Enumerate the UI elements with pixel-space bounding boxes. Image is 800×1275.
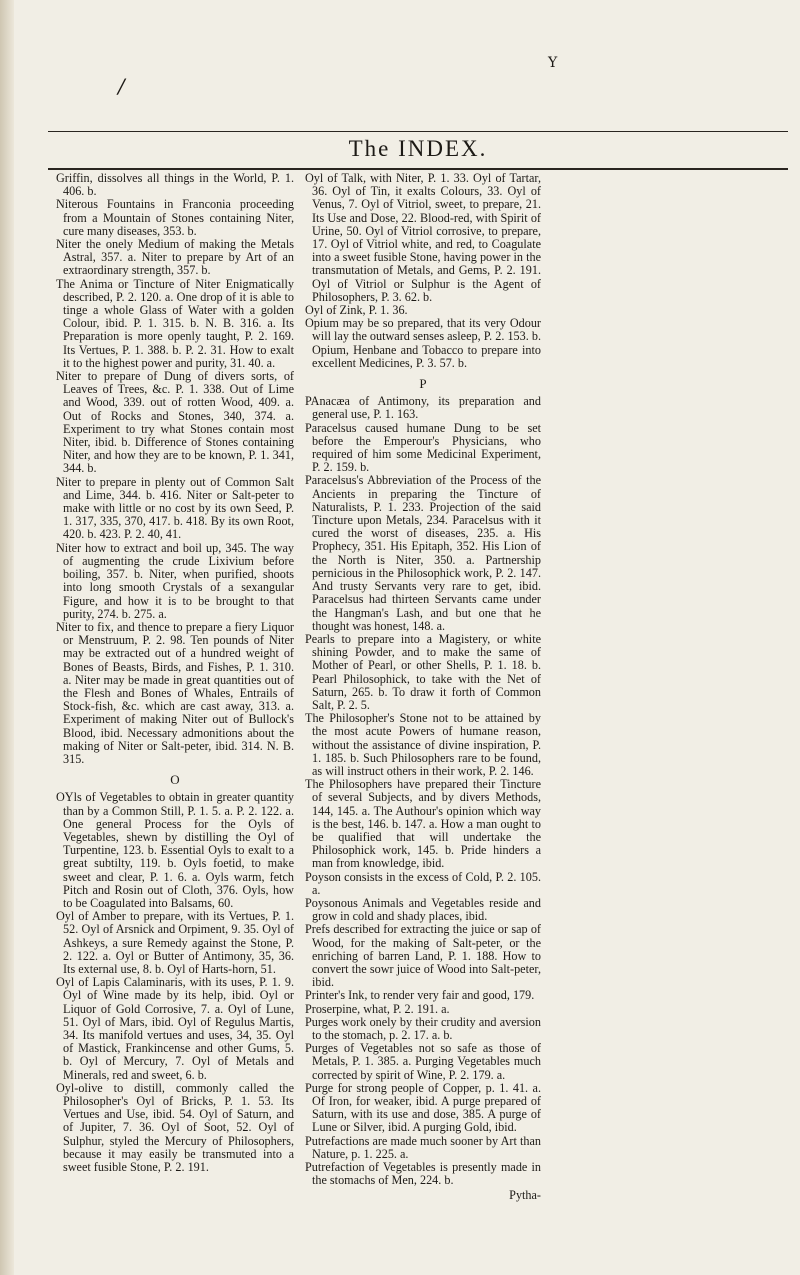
right-column bbox=[305, 172, 541, 1203]
index-entry: PAnacæa of Antimony, its preparation and general use, P. 1. 163. bbox=[305, 394, 541, 422]
index-entry: The Philosopher's Stone not to be attained by the most acute Powers of humane reason, without the assistance of divine inspiration, P. 1. 185. b. Such Philosophers rare to be found, as will instruct others in their work, P. 2. 146. bbox=[305, 711, 541, 778]
index-entry: Paracelsus caused humane Dung to be set before the Emperour's Physicians, who required of him some Medicinal Experiment, P. 2. 159. b. bbox=[305, 420, 541, 475]
index-entry: Griffin, dissolves all things in the World, P. 1. 406. b. bbox=[56, 171, 294, 199]
index-entry: Proserpine, what, P. 2. 191. a. bbox=[305, 1001, 450, 1016]
index-entry: The Philosophers have prepared their Tincture of several Subjects, and by divers Methods, 144, 145. a. The Authour's opinion which way is the best, 146. b. 147. a. How a man ought to be qualified that will undertake the Philosophick work, 145. b. Pride hinders a man from knowledge, ibid. bbox=[305, 777, 541, 871]
index-entry: Printer's Ink, to render very fair and good, 179. bbox=[305, 988, 535, 1003]
catchword: Pytha- bbox=[509, 1188, 541, 1203]
index-entry: Purge for strong people of Copper, p. 1. 41. a. Of Iron, for weaker, ibid. A purge prepared of Saturn, with its use and dose, 385. A purge of Lune or Silver, ibid. A purging Gold, ibid. bbox=[305, 1080, 541, 1135]
index-entry: Niter how to extract and boil up, 345. The way of augmenting the crude Lixivium before boiling, 357. b. Niter, when purified, shoots into long smooth Crystals of a sexangular Figure, and how it is to be brought to that purity, 274. b. 275. a. bbox=[56, 540, 294, 621]
index-entry: Oyl of Amber to prepare, with its Vertues, P. 1. 52. Oyl of Arsnick and Orpiment, 9. 35. Oyl of Ashkeys, a sure Remedy against the Stone, P. 2. 122. a. Oyl or Butter of Antimony, 35, 36. Its external use, 8. b. Oyl of Harts-horn, 51. bbox=[56, 909, 294, 976]
index-entry: Niterous Fountains in Franconia proceeding from a Mountain of Stones containing Niter, cure many diseases, 353. b. bbox=[56, 197, 294, 238]
entries-o bbox=[56, 791, 294, 1174]
entries-g-n bbox=[56, 172, 294, 766]
section-letter-o: O bbox=[170, 772, 180, 788]
header-rule-bottom bbox=[48, 168, 788, 170]
index-entry: Oyl of Lapis Calaminaris, with its uses, P. 1. 9. Oyl of Wine made by its help, ibid. Oyl or Liquor of Gold Corrosive, 7. a. Oyl of Lune, 51. Oyl of Mars, ibid. Oyl of Regulus Martis, 34. Its manifold vertues and uses, 34, 35. Oyl of Mastick, Frankincense and other Gums, 5. b. Oyl of Mercury, 7. Oyl of Metals and Minerals, red and sweet, 6. b. bbox=[56, 975, 294, 1082]
left-column bbox=[56, 172, 294, 1174]
index-entry: Prefs described for extracting the juice or sap of Wood, for the making of Salt-peter, or the enriching of barren Land, P. 1. 188. How to convert the sowr juice of Wood into Salt-peter, ibid. bbox=[305, 922, 541, 990]
entries-p bbox=[305, 395, 541, 1187]
index-entry: Purges of Vegetables not so safe as those of Metals, P. 1. 385. a. Purging Vegetables much corrected by spirit of Wine, P. 2. 179. a. bbox=[305, 1041, 541, 1082]
index-entry: Niter to prepare in plenty out of Common Salt and Lime, 344. b. 416. Niter or Salt-peter to make with little or no cost by its own Seed, P. 1. 317, 335, 370, 417. b. 418. By its own Root, 420. b. 423. P. 2. 40, 41. bbox=[56, 474, 294, 542]
index-entry: Pearls to prepare into a Magistery, or white shining Powder, and to make the same of Mother of Pearl, or other Shells, P. 1. 18. b. Pearl Philosophick, to take with the Net of Saturn, 265. b. To draw it forth of Common Salt, P. 2. 5. bbox=[305, 631, 541, 712]
index-entry: Oyl of Talk, with Niter, P. 1. 33. Oyl of Tartar, 36. Oyl of Tin, it exalts Colours, 33. Oyl of Venus, 7. Oyl of Vitriol, sweet, to prepare, 21. Its Use and Dose, 22. Blood-red, with Spirit of Urine, 50. Oyl of Vitriol corrosive, to prepare, 17. Oyl of Vitriol white, and red, to Coagulate into a sweet fusible Stone, having power in the transmutation of Metals, and Gems, P. 2. 191. Oyl of Vitriol or Sulphur is the Agent of Philosophers, P. 3. 62. b. bbox=[305, 171, 541, 304]
index-entry: Poyson consists in the excess of Cold, P. 2. 105. a. bbox=[305, 869, 541, 897]
page-title: The INDEX. bbox=[348, 136, 488, 161]
index-entry: Putrefactions are made much sooner by Art than Nature, p. 1. 225. a. bbox=[305, 1133, 541, 1161]
page-edge-shadow bbox=[0, 0, 14, 1275]
index-entry: Poysonous Animals and Vegetables reside and grow in cold and shady places, ibid. bbox=[305, 895, 541, 924]
ink-mark: / bbox=[118, 74, 125, 98]
index-entry: OYls of Vegetables to obtain in greater quantity than by a Common Still, P. 1. 5. a. P. 2. 122. a. One general Process for the Oyls of Vegetables, shewn by distilling the Oyl of Turpentine, 123. b. Essential Oyls to exalt to a great subtilty, 119. b. Oyls foetid, to make sweet and clear, P. 1. 6. a. Oyls warm, fetch Pitch and Rosin out of Cloth, 376. Oyls, how to be Coagulated into Balsams, 60. bbox=[56, 790, 294, 910]
index-entry: Paracelsus's Abbreviation of the Process of the Ancients in preparing the Tincture of Naturalists, P. 1. 233. Projection of the said Tincture upon Metals, 234. Paracelsus with it cured the worst of diseases, 235. a. His Prophecy, 351. His Epitaph, 352. His Lion of the North is Niter, 350. a. Partnership pernicious in the Philosophick work, P. 2. 147. And trusty Servants very rare to get, ibid. Paracelsus had thirteen Servants came under the Hangman's Lash, and but one that he thought was honest, 148. a. bbox=[305, 473, 541, 633]
ink-mark-2: Y bbox=[548, 55, 558, 71]
header-rule-top bbox=[48, 131, 788, 132]
index-entry: Niter to prepare of Dung of divers sorts, of Leaves of Trees, &c. P. 1. 338. Out of Lime and Wood, 339. out of rotten Wood, 409. a. Out of Rocks and Stones, 340, 374. a. Experiment to try what Stones contain most Niter, ibid. b. Difference of Stones containing Niter, and how they are to be known, P. 1. 341, 344. b. bbox=[56, 369, 294, 476]
entries-o-continued bbox=[305, 172, 541, 370]
index-entry: The Anima or Tincture of Niter Enigmatically described, P. 2. 120. a. One drop of it is able to tinge a whole Glass of Water with a golden Colour, ibid. P. 1. 315. b. N. B. 316. a. Its Preparation is more openly taught, P. 2. 169. Its Vertues, P. 1. 388. b. P. 2. 31. How to exalt it to the highest power and purity, 31. 40. a. bbox=[56, 276, 294, 370]
section-letter-p: P bbox=[419, 376, 427, 392]
index-entry: Niter the onely Medium of making the Metals Astral, 357. a. Niter to prepare by Art of an extraordinary strength, 357. b. bbox=[56, 237, 294, 278]
index-entry: Purges work onely by their crudity and aversion to the stomach, p. 2. 17. a. b. bbox=[305, 1014, 541, 1042]
index-entry: Oyl of Zink, P. 1. 36. bbox=[305, 303, 408, 318]
index-entry: Opium may be so prepared, that its very Odour will lay the outward senses asleep, P. 2. 153. b. Opium, Henbane and Tobacco to prepare into excellent Medicines, P. 3. 57. b. bbox=[305, 316, 541, 370]
index-entry: Putrefaction of Vegetables is presently made in the stomachs of Men, 224. b. bbox=[305, 1160, 541, 1188]
index-entry: Oyl-olive to distill, commonly called the Philosopher's Oyl of Bricks, P. 1. 53. Its Vertues and Use, ibid. 54. Oyl of Saturn, and of Jupiter, 7. 36. Oyl of Soot, 52. Oyl of Sulphur, styled the Mercury of Philosophers, because it may easily be transmuted into a sweet fusible Stone, P. 2. 191. bbox=[56, 1080, 294, 1175]
index-entry: Niter to fix, and thence to prepare a fiery Liquor or Menstruum, P. 2. 98. Ten pounds of Niter may be extracted out of a hundred weight of Bones of Beasts, Birds, and Fishes, P. 1. 310. a. Niter may be made in great quantities out of the Flesh and Bones of Whales, Entrails of Stock-fish, &c. which are cast away, 313. a. Experiment of making Niter out of Bullock's Blood, ibid. Necessary admonitions about the making of Niter or Salt-peter, ibid. 314. N. B. 315. bbox=[56, 619, 294, 766]
